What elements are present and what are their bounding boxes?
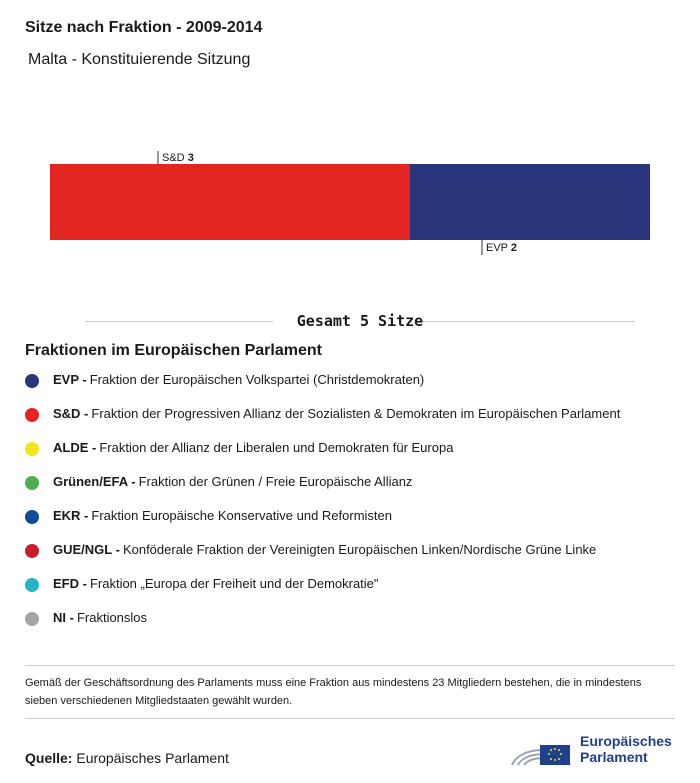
legend-abbr: EFD - xyxy=(53,576,87,591)
ep-logo xyxy=(508,727,678,769)
legend-abbr: EVP - xyxy=(53,372,87,387)
legend-item xyxy=(25,576,620,610)
data-label: S&D 3 xyxy=(162,152,194,164)
bar-segment xyxy=(410,164,650,240)
legend-abbr: NI - xyxy=(53,610,74,625)
legend-text: Fraktion der Grünen / Freie Europäische Allianz xyxy=(138,474,413,489)
legend-text: Fraktionslos xyxy=(76,610,148,625)
legend-text: Fraktion „Europa der Freiheit und der Demokratie" xyxy=(89,576,379,591)
legend-item xyxy=(25,474,620,508)
legend-color-dot xyxy=(25,612,39,626)
total-seats-label: Gesamt 5 Sitze xyxy=(296,312,424,330)
data-label: EVP 2 xyxy=(486,242,517,254)
total-seats xyxy=(85,312,635,332)
chart-subtitle: Malta - Konstituierende Sitzung xyxy=(28,51,251,68)
legend-abbr: EKR - xyxy=(53,508,89,523)
logo-line-1: Europäisches xyxy=(580,733,672,749)
legend-color-dot xyxy=(25,442,39,456)
legend-color-dot xyxy=(25,374,39,388)
legend-item xyxy=(25,508,620,542)
divider xyxy=(25,665,675,666)
source-line xyxy=(25,750,229,766)
legend-abbr: S&D - xyxy=(53,406,89,421)
parliament-hemicycle-icon xyxy=(508,727,574,769)
legend-abbr: ALDE - xyxy=(53,440,97,455)
legend-item xyxy=(25,440,620,474)
legend-item xyxy=(25,372,620,406)
legend-color-dot xyxy=(25,578,39,592)
legend-abbr: GUE/NGL - xyxy=(53,542,120,557)
chart-title: Sitze nach Fraktion - 2009-2014 xyxy=(25,19,263,36)
legend-abbr: Grünen/EFA - xyxy=(53,474,136,489)
legend-item xyxy=(25,610,620,644)
legend-text: Fraktion der Allianz der Liberalen und Demokraten für Europa xyxy=(99,440,454,455)
logo-line-2: Parlament xyxy=(580,749,648,765)
legend-text: Fraktion der Europäischen Volkspartei (Christdemokraten) xyxy=(89,372,425,387)
source-label: Quelle: xyxy=(25,750,73,766)
source-value: Europäisches Parlament xyxy=(76,750,229,766)
legend-item xyxy=(25,406,620,440)
legend-title: Fraktionen im Europäischen Parlament xyxy=(25,342,322,359)
legend-color-dot xyxy=(25,544,39,558)
legend-text: Konföderale Fraktion der Vereinigten Europäischen Linken/Nordische Grüne Linke xyxy=(122,542,597,557)
legend-text: Fraktion der Progressiven Allianz der Sozialisten & Demokraten im Europäischen Parlament xyxy=(91,406,621,421)
group-legend xyxy=(25,372,620,644)
footnote: Gemäß der Geschäftsordnung des Parlaments muss eine Fraktion aus mindestens 23 Mitgliedern bestehen, die in mindestens sieben verschiedenen Mitgliedstaaten gewählt wurden. xyxy=(25,677,642,707)
legend-text: Fraktion Europäische Konservative und Reformisten xyxy=(91,508,392,523)
bar-segment xyxy=(50,164,410,240)
legend-item xyxy=(25,542,620,576)
divider xyxy=(25,718,675,719)
seat-bar-chart xyxy=(0,140,700,265)
legend-color-dot xyxy=(25,476,39,490)
legend-color-dot xyxy=(25,408,39,422)
logo-text xyxy=(580,733,672,765)
legend-color-dot xyxy=(25,510,39,524)
